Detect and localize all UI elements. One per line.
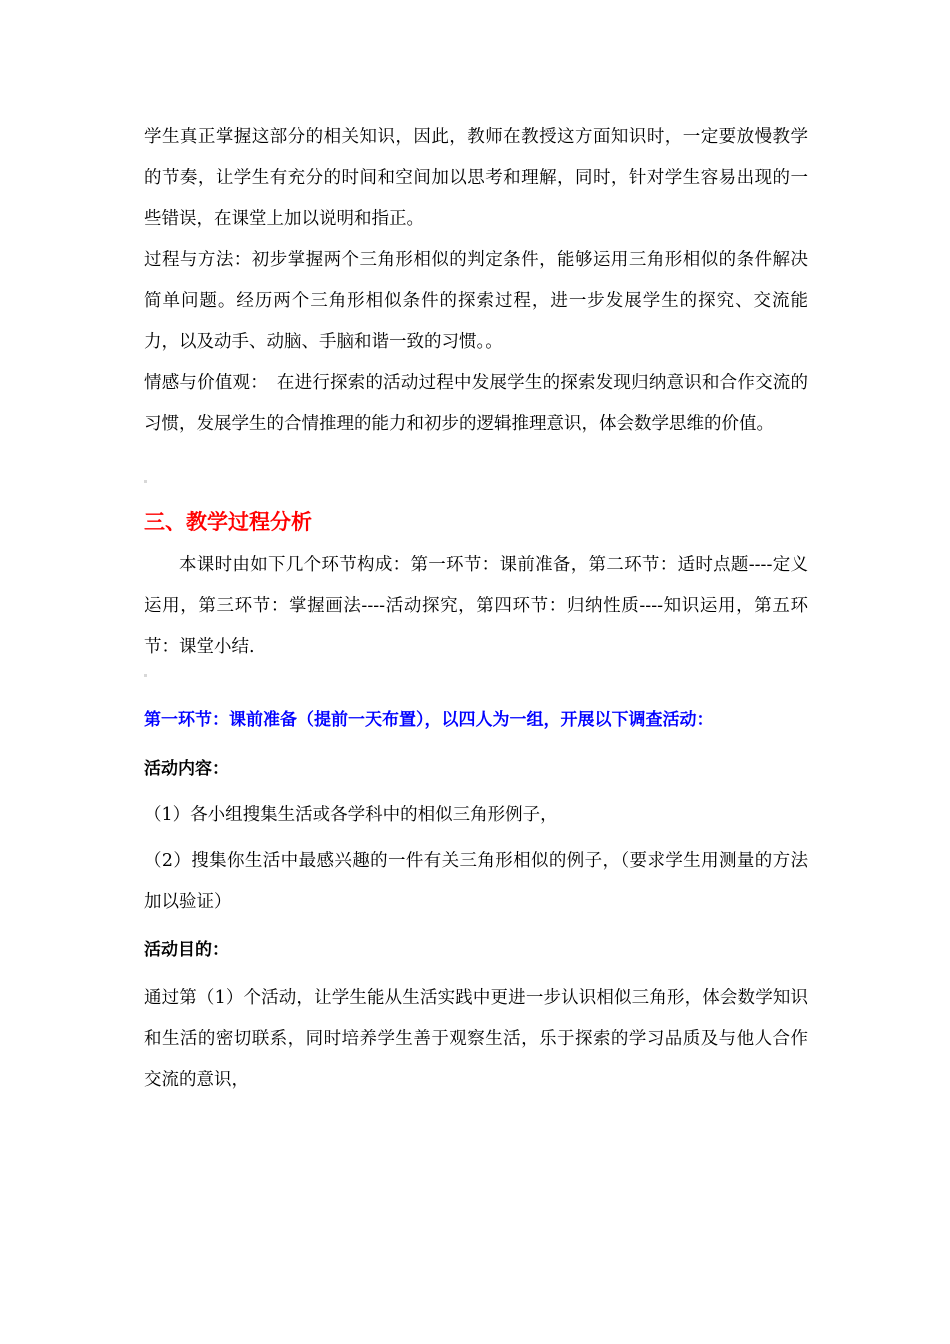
paragraph-mark — [144, 480, 147, 483]
activity-purpose-label: 活动目的： — [144, 940, 229, 960]
activity-content-label: 活动内容： — [144, 759, 229, 779]
activity-item-2: （2）搜集你生活中最感兴趣的一件有关三角形相似的例子，（要求学生用测量的方法加以验证） — [144, 851, 808, 912]
step-one-heading: 第一环节：课前准备（提前一天布置），以四人为一组，开展以下调查活动： — [144, 710, 714, 730]
paragraph-process-method: 过程与方法：初步掌握两个三角形相似的判定条件，能够运用三角形相似的条件解决简单问题。经历两个三角形相似条件的探索过程，进一步发展学生的探究、交流能力，以及动手、动脑、手脑和谐一致的习惯。。 — [144, 250, 808, 352]
paragraph-mark — [144, 674, 147, 677]
paragraph-emotion-value: 情感与价值观： 在进行探索的活动过程中发展学生的探索发现归纳意识和合作交流的习惯，发展学生的合情推理的能力和初步的逻辑推理意识，体会数学思维的价值。 — [144, 373, 808, 434]
section-heading-teaching-process: 三、教学过程分析 — [144, 509, 312, 534]
activity-item-1: （1）各小组搜集生活或各学科中的相似三角形例子， — [144, 805, 558, 825]
paragraph-knowledge-goal: 学生真正掌握这部分的相关知识，因此，教师在教授这方面知识时，一定要放慢教学的节奏，让学生有充分的时间和空间加以思考和理解，同时，针对学生容易出现的一些错误，在课堂上加以说明和指正。 — [144, 127, 808, 229]
paragraph-activity-purpose: 通过第（1）个活动，让学生能从生活实践中更进一步认识相似三角形，体会数学知识和生活的密切联系，同时培养学生善于观察生活，乐于探索的学习品质及与他人合作交流的意识， — [144, 988, 808, 1090]
paragraph-lesson-structure: 本课时由如下几个环节构成：第一环节：课前准备，第二环节：适时点题----定义运用，第三环节：掌握画法----活动探究，第四环节：归纳性质----知识运用，第五环节：课堂小结. — [144, 555, 808, 657]
